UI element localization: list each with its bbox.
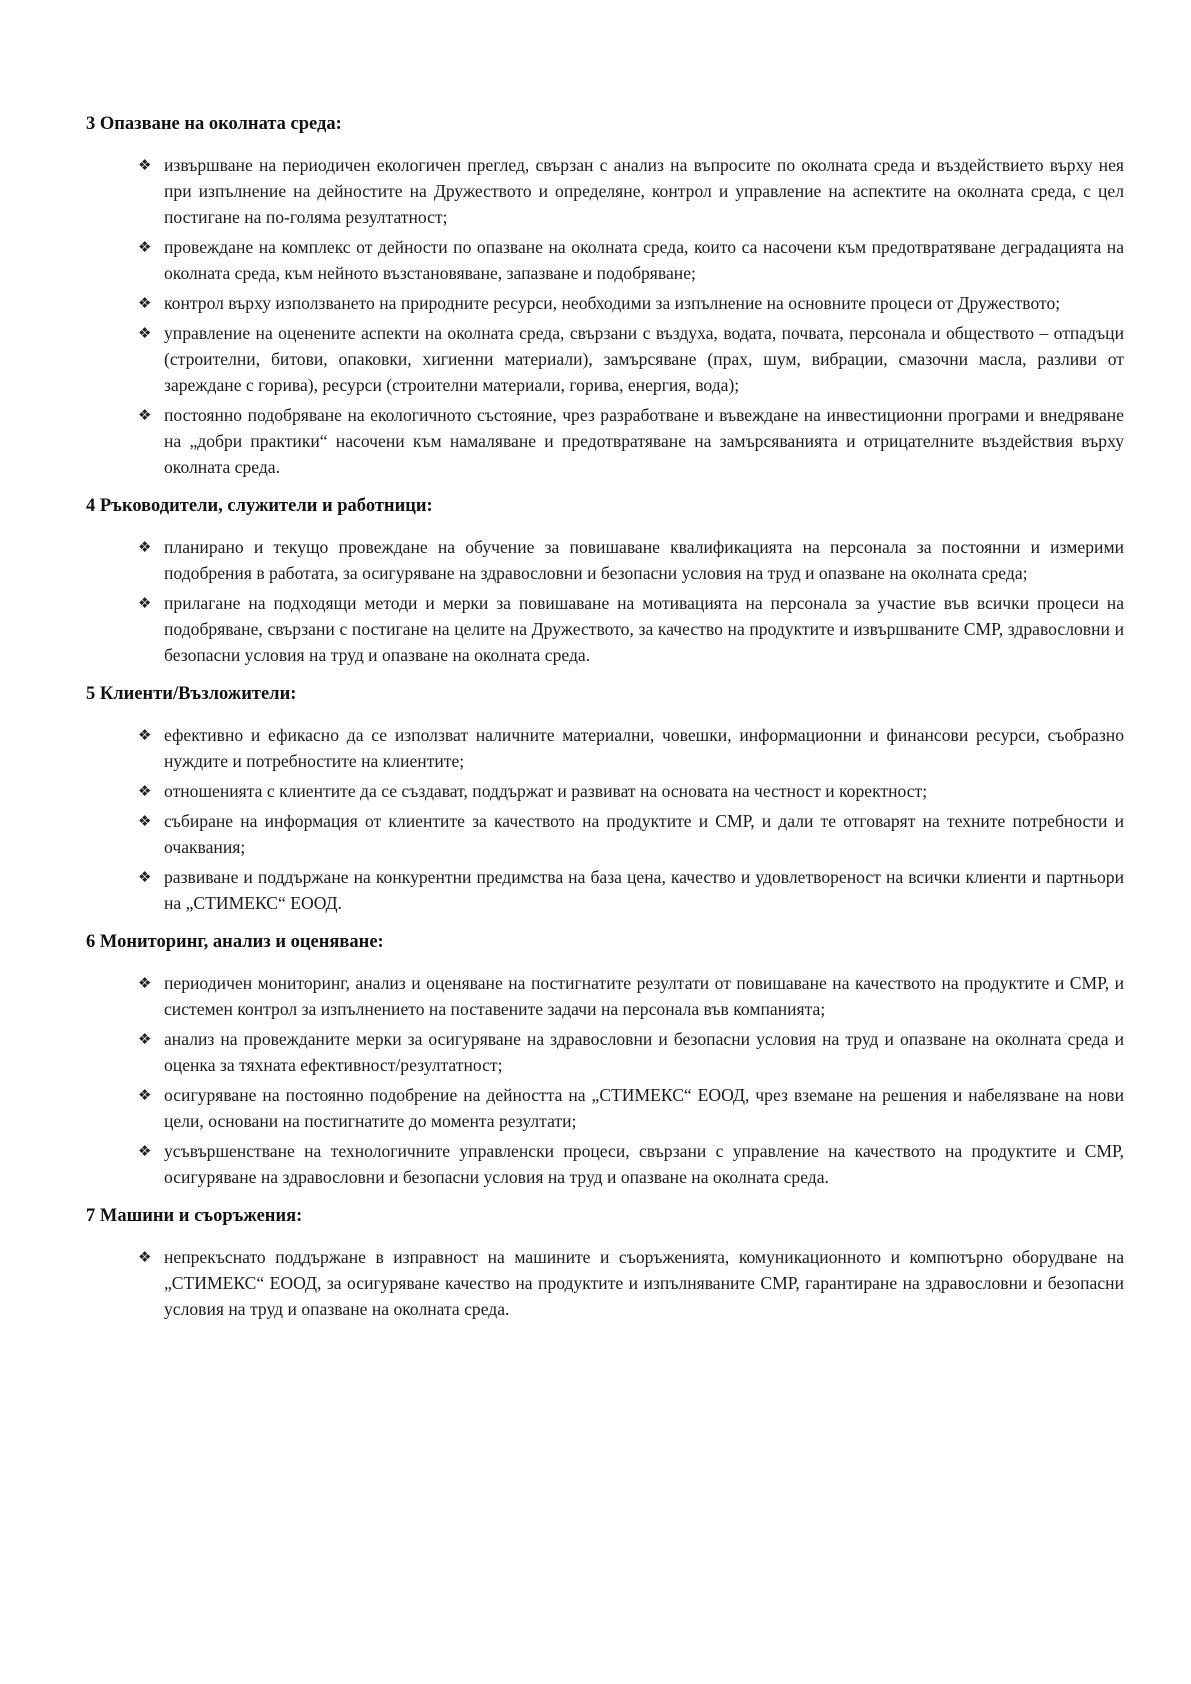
list-item-text: извършване на периодичен екологичен преглед, свързан с анализ на въпросите по околната среда и въздействието върху нея при изпълнение на дейностите на Дружеството и определяне, контрол и управление на аспектите на околната среда, с цел постигане на по-голяма резултатност;: [164, 155, 1124, 227]
list-item: [138, 590, 1130, 668]
list-item-text: непрекъснато поддържане в изправност на машините и съоръженията, комуникационното и компютърно оборудване на „СТИМЕКС“ ЕООД, за осигуряване качество на продуктите и изпълняваните СМР, гарантиране на здравословни и безопасни условия на труд и опазване на околната среда.: [164, 1247, 1124, 1319]
section-heading: 5 Клиенти/Възложители:: [86, 684, 297, 704]
document-page: [80, 112, 1130, 1326]
list-item-text: усъвършенстване на технологичните управленски процеси, свързани с управление на качеството на продуктите и СМР, осигуряване на здравословни и безопасни условия на труд и опазване на околната среда.: [164, 1141, 1124, 1187]
list-item: [138, 778, 1130, 804]
bullet-list: [80, 534, 1130, 668]
list-item: [138, 234, 1130, 286]
four-diamond-star-icon: ❖: [138, 782, 152, 800]
bullet-list: [80, 722, 1130, 916]
section-machinery: [80, 1204, 1130, 1322]
list-item-text: развиване и поддържане на конкурентни предимства на база цена, качество и удовлетвореност на всички клиенти и партньори на „СТИМЕКС“ ЕООД.: [164, 867, 1124, 913]
list-item-text: отношенията с клиентите да се създават, поддържат и развиват на основата на честност и коректност;: [164, 781, 928, 801]
list-item: [138, 1244, 1130, 1322]
section-staff: [80, 494, 1130, 668]
section-heading: 7 Машини и съоръжения:: [86, 1206, 303, 1226]
list-item-text: контрол върху използването на природните ресурси, необходими за изпълнение на основните процеси от Дружеството;: [164, 293, 1061, 313]
four-diamond-star-icon: ❖: [138, 726, 152, 744]
four-diamond-star-icon: ❖: [138, 1248, 152, 1266]
list-item-text: осигуряване на постоянно подобрение на дейността на „СТИМЕКС“ ЕООД, чрез вземане на решения и набелязване на нови цели, основани на постигнатите до момента резултати;: [164, 1085, 1124, 1131]
list-item: [138, 534, 1130, 586]
list-item: [138, 864, 1130, 916]
list-item: [138, 722, 1130, 774]
four-diamond-star-icon: ❖: [138, 868, 152, 886]
list-item-text: прилагане на подходящи методи и мерки за повишаване на мотивацията на персонала за участие във всички процеси на подобряване, свързани с постигане на целите на Дружеството, за качество на продуктите и извършваните СМР, здравословни и безопасни условия на труд и опазване на околната среда.: [164, 593, 1124, 665]
section-heading: 4 Ръководители, служители и работници:: [86, 496, 433, 516]
list-item: [138, 320, 1130, 398]
list-item: [138, 970, 1130, 1022]
four-diamond-star-icon: ❖: [138, 812, 152, 830]
bullet-list: [80, 970, 1130, 1190]
list-item: [138, 290, 1130, 316]
four-diamond-star-icon: ❖: [138, 1030, 152, 1048]
four-diamond-star-icon: ❖: [138, 406, 152, 424]
section-monitoring: [80, 930, 1130, 1190]
list-item-text: провеждане на комплекс от дейности по опазване на околната среда, които са насочени към предотвратяване деградацията на околната среда, към нейното възстановяване, запазване и подобряване;: [164, 237, 1124, 283]
section-heading: 3 Опазване на околната среда:: [86, 114, 342, 134]
list-item-text: ефективно и ефикасно да се използват наличните материални, човешки, информационни и финансови ресурси, съобразно нуждите и потребностите на клиентите;: [164, 725, 1124, 771]
list-item: [138, 1026, 1130, 1078]
list-item: [138, 1138, 1130, 1190]
list-item-text: периодичен мониторинг, анализ и оценяване на постигнатите резултати от повишаване на качеството на продуктите и СМР, и системен контрол за изпълнението на поставените задачи на персонала във компанията;: [164, 973, 1124, 1019]
four-diamond-star-icon: ❖: [138, 324, 152, 342]
four-diamond-star-icon: ❖: [138, 594, 152, 612]
four-diamond-star-icon: ❖: [138, 294, 152, 312]
section-clients: [80, 682, 1130, 916]
list-item-text: управление на оценените аспекти на околната среда, свързани с въздуха, водата, почвата, персонала и обществото – отпадъци (строителни, битови, опаковки, хигиенни материали), замърсяване (прах, шум, вибрации, смазочни масла, разливи от зареждане с горива), ресурси (строителни материали, горива, енергия, вода);: [164, 323, 1124, 395]
bullet-list: [80, 1244, 1130, 1322]
section-heading: 6 Мониторинг, анализ и оценяване:: [86, 932, 384, 952]
four-diamond-star-icon: ❖: [138, 538, 152, 556]
list-item-text: събиране на информация от клиентите за качеството на продуктите и СМР, и дали те отговарят на техните потребности и очаквания;: [164, 811, 1124, 857]
four-diamond-star-icon: ❖: [138, 156, 152, 174]
four-diamond-star-icon: ❖: [138, 238, 152, 256]
list-item: [138, 152, 1130, 230]
list-item: [138, 808, 1130, 860]
bullet-list: [80, 152, 1130, 480]
section-environment: [80, 112, 1130, 480]
list-item: [138, 1082, 1130, 1134]
four-diamond-star-icon: ❖: [138, 974, 152, 992]
list-item-text: планирано и текущо провеждане на обучение за повишаване квалификацията на персонала за постоянни и измерими подобрения в работата, за осигуряване на здравословни и безопасни условия на труд и опазване на околната среда;: [164, 537, 1124, 583]
list-item-text: постоянно подобряване на екологичното състояние, чрез разработване и въвеждане на инвестиционни програми и внедряване на „добри практики“ насочени към намаляване и предотвратяване на замърсяванията и отрицателните въздействия върху околната среда.: [164, 405, 1124, 477]
list-item-text: анализ на провежданите мерки за осигуряване на здравословни и безопасни условия на труд и опазване на околната среда и оценка за тяхната ефективност/резултатност;: [164, 1029, 1124, 1075]
four-diamond-star-icon: ❖: [138, 1142, 152, 1160]
four-diamond-star-icon: ❖: [138, 1086, 152, 1104]
list-item: [138, 402, 1130, 480]
